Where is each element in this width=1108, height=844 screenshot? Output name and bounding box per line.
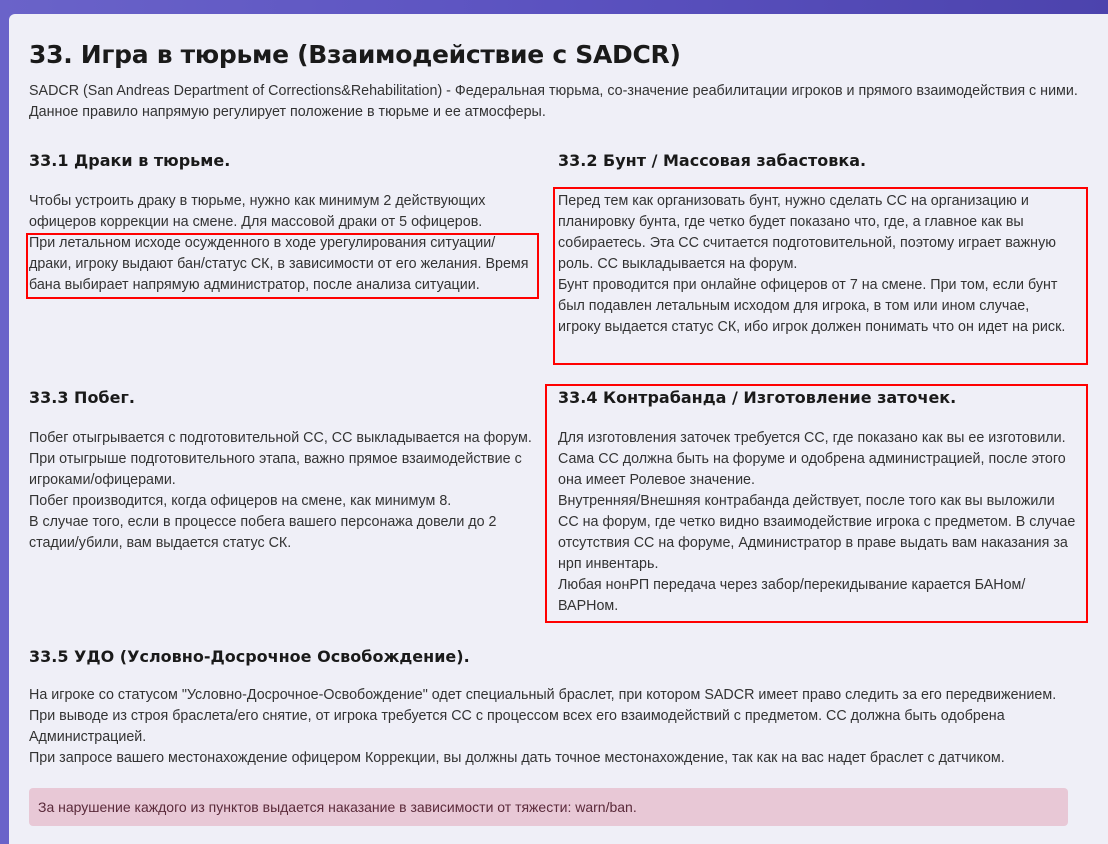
highlight-box bbox=[26, 233, 539, 299]
highlight-box bbox=[545, 384, 1088, 623]
paragraph: Чтобы устроить драку в тюрьме, нужно как минимум 2 действующих офицеров коррекции на смене. Для массовой драки от 5 офицеров. bbox=[29, 193, 486, 230]
section-heading-33-4: 33.4 Контрабанда / Изготовление заточек. bbox=[558, 388, 957, 407]
paragraph: Побег отыгрывается с подготовительной СС, СС выкладывается на форум. bbox=[29, 430, 532, 446]
section-body-33-3 bbox=[29, 428, 544, 554]
paragraph: На игроке со статусом "Условно-Досрочное-Освобождение" одет специальный браслет, при котором SADCR имеет право следить за его передвижением. bbox=[29, 687, 1057, 703]
section-heading-33-1: 33.1 Драки в тюрьме. bbox=[29, 151, 231, 170]
highlight-box bbox=[553, 187, 1088, 365]
section-body-33-5 bbox=[29, 685, 1089, 769]
paragraph: Любая нонРП передача через забор/перекидывание карается БАНом/ ВАРНом. bbox=[558, 577, 1026, 614]
paragraph: При запросе вашего местонахождение офицером Коррекции, вы должны дать точное местонахождение, так как на вас надет браслет с датчиком. bbox=[29, 750, 1005, 766]
paragraph: При выводе из строя браслета/его снятие, от игрока требуется СС с процессом всех его взаимодействий с предметом. СС должна быть одобрена Администрацией. bbox=[29, 708, 1005, 745]
paragraph: В случае того, если в процессе побега вашего персонажа довели до 2 стадии/убили, вам выдается статус СК. bbox=[29, 514, 497, 551]
paragraph: При отыгрыше подготовительного этапа, важно прямое взаимодействие с игроками/офицерами. bbox=[29, 451, 522, 488]
paragraph: Побег производится, когда офицеров на смене, как минимум 8. bbox=[29, 493, 452, 509]
paragraph: Перед тем как организовать бунт, нужно сделать СС на организацию и планировку бунта, где четко будет показано что, где, а главное как вы собираетесь. Эта СС считается подготовительной, поэтому играет важную роль. СС выкладывается на форум. bbox=[558, 193, 1056, 272]
section-heading-33-5: 33.5 УДО (Условно-Досрочное Освобождение). bbox=[29, 647, 470, 666]
paragraph: При летальном исходе осужденного в ходе урегулирования ситуации/ драки, игроку выдают бан/статус СК, в зависимости от его желания. Время бана выбирает напрямую администратор, после анализа ситуации. bbox=[29, 235, 529, 293]
paragraph: Для изготовления заточек требуется СС, где показано как вы ее изготовили. Сама СС должна быть на форуме и одобрена администрацией, после этого она имеет Ролевое значение. bbox=[558, 430, 1066, 488]
penalty-alert: За нарушение каждого из пунктов выдается наказание в зависимости от тяжести: warn/ban. bbox=[29, 788, 1068, 826]
section-heading-33-2: 33.2 Бунт / Массовая забастовка. bbox=[558, 151, 867, 170]
page-title: 33. Игра в тюрьме (Взаимодействие с SADCR) bbox=[29, 40, 681, 69]
paragraph: Внутренняя/Внешняя контрабанда действует, после того как вы выложили СС на форум, где четко видно взаимодействие игрока с предметом. В случае отсутствия СС на форуме, Администратор в праве выдать вам наказания за нрп инвентарь. bbox=[558, 493, 1076, 572]
section-heading-33-3: 33.3 Побег. bbox=[29, 388, 135, 407]
intro-text: SADCR (San Andreas Department of Corrections&Rehabilitation) - Федеральная тюрьма, со-значение реабилитации игроков и прямого взаимодействия с ними. Данное правило напрямую регулирует положение в тюрьме и ее атмосферы. bbox=[29, 83, 1078, 120]
paragraph: Бунт проводится при онлайне офицеров от 7 на смене. При том, если бунт был подавлен летальным исходом для игрока, в том или ином случае, игроку выдается статус СК, ибо игрок должен понимать что он идет на риск. bbox=[558, 277, 1066, 335]
